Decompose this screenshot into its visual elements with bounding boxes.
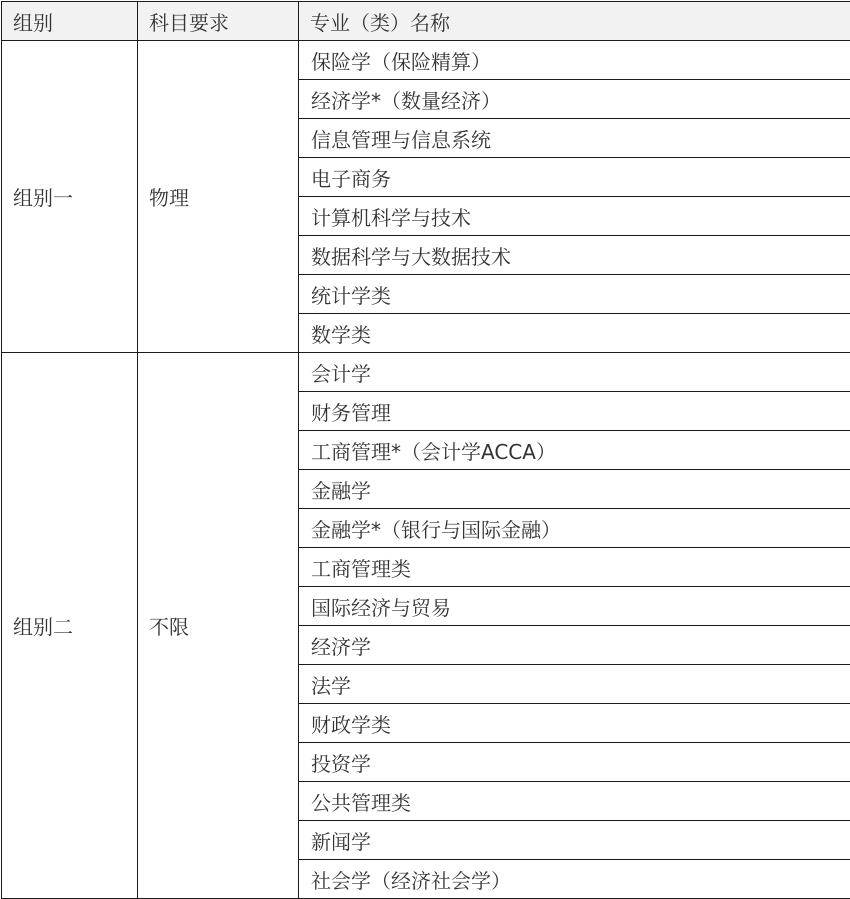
table-row (2, 353, 850, 392)
table-row (2, 41, 850, 80)
major-cell: 新闻学 (299, 821, 850, 860)
header-row (2, 2, 850, 41)
major-cell: 法学 (299, 665, 850, 704)
major-cell: 金融学 (299, 470, 850, 509)
major-cell: 会计学 (299, 353, 850, 392)
header-major-name: 专业（类）名称 (299, 2, 850, 41)
major-cell: 社会学（经济社会学） (299, 860, 850, 899)
major-cell: 计算机科学与技术 (299, 197, 850, 236)
major-cell: 数据科学与大数据技术 (299, 236, 850, 275)
major-cell: 经济学*（数量经济） (299, 80, 850, 119)
subject-cell: 不限 (138, 353, 299, 899)
major-cell: 投资学 (299, 743, 850, 782)
subject-cell: 物理 (138, 41, 299, 353)
group-cell: 组别二 (2, 353, 138, 899)
major-cell: 数学类 (299, 314, 850, 353)
header-subject-requirement: 科目要求 (138, 2, 299, 41)
group-cell: 组别一 (2, 41, 138, 353)
header-group: 组别 (2, 2, 138, 41)
major-cell: 国际经济与贸易 (299, 587, 850, 626)
major-cell: 工商管理*（会计学ACCA） (299, 431, 850, 470)
major-cell: 财务管理 (299, 392, 850, 431)
major-cell: 保险学（保险精算） (299, 41, 850, 80)
majors-table (1, 1, 850, 899)
major-cell: 财政学类 (299, 704, 850, 743)
major-cell: 统计学类 (299, 275, 850, 314)
major-cell: 信息管理与信息系统 (299, 119, 850, 158)
major-cell: 电子商务 (299, 158, 850, 197)
major-cell: 金融学*（银行与国际金融） (299, 509, 850, 548)
major-cell: 经济学 (299, 626, 850, 665)
major-cell: 公共管理类 (299, 782, 850, 821)
major-cell: 工商管理类 (299, 548, 850, 587)
